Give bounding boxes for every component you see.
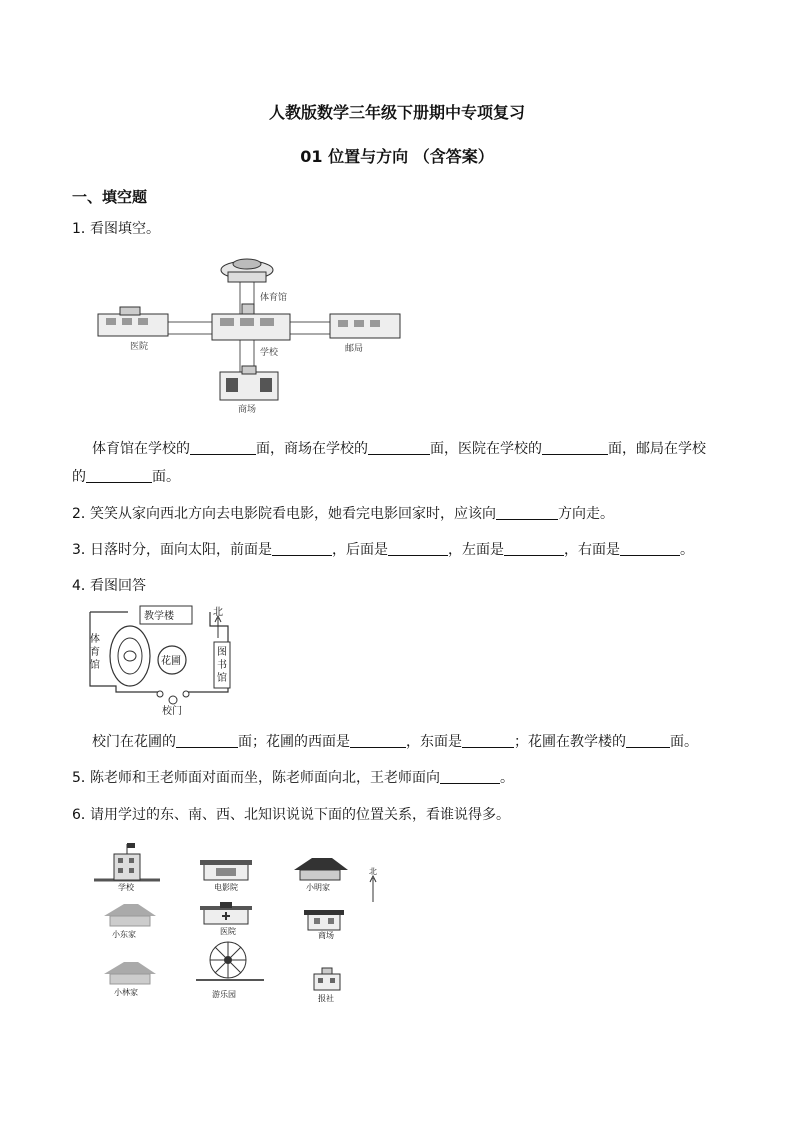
label-school: 学校 [260, 348, 279, 358]
q4-text-c: ，东面是 [406, 734, 462, 750]
answer-blank[interactable] [440, 769, 500, 784]
label-gate: 校门 [162, 706, 182, 717]
label-hospital: 医院 [130, 342, 149, 352]
answer-blank[interactable] [86, 468, 152, 483]
label-gym-1: 体 [90, 634, 100, 645]
question-text: 陈老师和王老师面对面而坐，陈老师面向北，王老师面向 [90, 770, 440, 786]
q4-text-e: 面。 [670, 734, 698, 750]
question-number: 6． [72, 807, 95, 823]
figure-6-locations [92, 840, 392, 1005]
label-north: 北 [369, 867, 377, 876]
question-text: 看图填空。 [90, 221, 160, 237]
question-text: 。 [680, 542, 694, 558]
amusement-park-icon [196, 942, 264, 980]
question-text: ，右面是 [564, 542, 620, 558]
label-mall: 商场 [238, 405, 257, 415]
answer-blank[interactable] [272, 541, 332, 556]
question-3 [72, 539, 694, 559]
label-xiaolin-home: 小林家 [114, 988, 138, 997]
question-5 [72, 767, 514, 787]
label-hospital: 医院 [220, 927, 236, 936]
question-number: 1． [72, 221, 95, 237]
answer-blank[interactable] [388, 541, 448, 556]
figure-1-map [90, 252, 410, 422]
xiaodong-house-icon [104, 904, 156, 926]
mall-icon [304, 910, 344, 930]
page-subtitle: 01 位置与方向 （含答案） [300, 147, 494, 166]
figure-4-campus-map [88, 604, 248, 716]
question-text: 方向走。 [558, 506, 614, 522]
post-office-building [330, 314, 400, 338]
q4-text-a: 校门在花圃的 [92, 734, 176, 750]
q1-text-b: 面，商场在学校的 [256, 441, 368, 457]
question-number: 5． [72, 770, 95, 786]
answer-blank[interactable] [496, 505, 558, 520]
q4-text-b: 面；花圃的西面是 [238, 734, 350, 750]
label-amusement-park: 游乐园 [212, 990, 236, 999]
label-gym-2: 育 [90, 647, 100, 658]
question-text: ，后面是 [332, 542, 388, 558]
label-mall: 商场 [318, 931, 334, 940]
newspaper-office-icon [314, 968, 340, 990]
gate-post-right [183, 691, 189, 697]
answer-blank[interactable] [626, 733, 670, 748]
question-text: 。 [500, 770, 514, 786]
label-teaching-building: 教学楼 [144, 611, 174, 622]
q1-fill-line-2 [72, 466, 180, 486]
answer-blank[interactable] [462, 733, 514, 748]
question-text: 日落时分，面向太阳，前面是 [90, 542, 272, 558]
q4-fill-line [92, 731, 698, 751]
q1-text-f: 面。 [152, 469, 180, 485]
mall-building [220, 366, 278, 400]
question-text: ，左面是 [448, 542, 504, 558]
page-title: 人教版数学三年级下册期中专项复习 [268, 103, 525, 122]
label-library-1: 图 [217, 647, 227, 658]
q1-fill-line-1 [92, 438, 706, 458]
q1-text-c: 面，医院在学校的 [430, 441, 542, 457]
hospital-icon [200, 902, 252, 924]
label-post-office: 邮局 [345, 344, 364, 354]
gate-marker [169, 696, 177, 704]
answer-blank[interactable] [176, 733, 238, 748]
cinema-icon [200, 860, 252, 880]
question-text: 看图回答 [90, 578, 146, 594]
label-xiaodong-home: 小东家 [112, 930, 136, 939]
question-4 [72, 575, 146, 595]
label-school: 学校 [118, 883, 134, 892]
answer-blank[interactable] [368, 440, 430, 455]
answer-blank[interactable] [504, 541, 564, 556]
question-number: 3． [72, 542, 95, 558]
label-xiaoming-home: 小明家 [306, 883, 330, 892]
q1-text-a: 体育馆在学校的 [92, 441, 190, 457]
label-garden: 花圃 [161, 656, 181, 667]
answer-blank[interactable] [190, 440, 256, 455]
answer-blank[interactable] [350, 733, 406, 748]
label-north: 北 [213, 607, 223, 618]
question-number: 4． [72, 578, 95, 594]
question-6 [72, 804, 510, 824]
q1-text-e: 的 [72, 469, 86, 485]
answer-blank[interactable] [620, 541, 680, 556]
gate-post-left [157, 691, 163, 697]
question-2 [72, 503, 614, 523]
school-icon [94, 843, 160, 880]
answer-blank[interactable] [542, 440, 608, 455]
xiaolin-house-icon [104, 962, 156, 984]
q4-text-d: ；花圃在教学楼的 [514, 734, 626, 750]
label-stadium: 体育馆 [260, 293, 288, 303]
label-newspaper-office: 报社 [318, 994, 334, 1003]
stadium-building [221, 259, 273, 282]
label-cinema: 电影院 [214, 883, 238, 892]
question-1 [72, 218, 160, 238]
question-text: 笑笑从家向西北方向去电影院看电影，她看完电影回家时，应该向 [90, 506, 496, 522]
gym-center [124, 651, 136, 661]
school-building [212, 304, 290, 340]
section-heading: 一、填空题 [72, 188, 148, 206]
question-text: 请用学过的东、南、西、北知识说说下面的位置关系，看谁说得多。 [90, 807, 510, 823]
label-gym-3: 馆 [90, 660, 100, 671]
question-number: 2． [72, 506, 95, 522]
q1-text-d: 面，邮局在学校 [608, 441, 706, 457]
label-library-3: 馆 [217, 673, 227, 684]
hospital-building [98, 307, 168, 336]
xiaoming-house-icon [294, 858, 348, 880]
label-library-2: 书 [217, 660, 227, 671]
